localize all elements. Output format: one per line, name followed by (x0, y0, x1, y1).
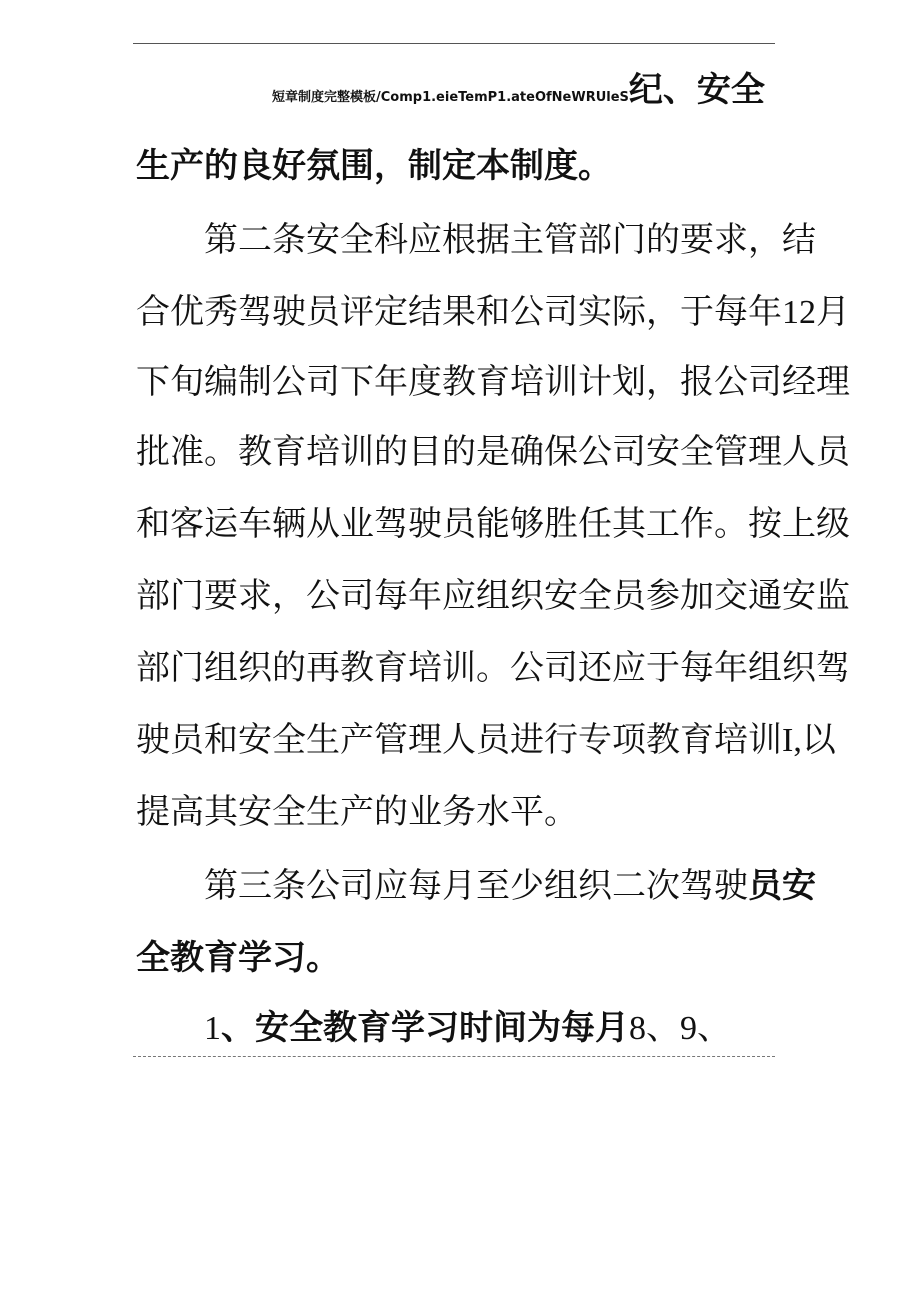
text-line-4: 下旬编制公司下年度教育培训计划，报公司经理 (136, 362, 850, 402)
text-line-10: 提高其安全生产的业务水平。 (136, 792, 578, 832)
text-line-3-c: 月 (816, 292, 850, 332)
text-line-9-c: 以 (801, 720, 836, 760)
text-line-2: 第二条安全科应根据主管部门的要求，结 (204, 220, 816, 260)
text-line-8: 部门组织的再教育培训。公司还应于每年组织驾 (136, 648, 850, 688)
text-line-6: 和客运车辆从业驾驶员能够胜任其工作。按上级 (136, 504, 850, 544)
running-title: 短章制度完整模板/Comp1.eieTemP1.ateOfNeWRUleS (272, 90, 629, 105)
text-line-11-b: 员安 (748, 866, 816, 906)
text-line-9 (136, 718, 836, 763)
text-line-3-num: 12 (782, 294, 816, 331)
text-line-13 (204, 1006, 731, 1051)
text-line-3 (136, 290, 850, 335)
text-line-13-num: 1 (204, 1010, 221, 1047)
text-line-13-b: 、安全教育学习时间为每月 (221, 1008, 629, 1048)
text-line-12: 全教育学习。 (136, 938, 340, 978)
continued-text: 纪、安全 (628, 70, 765, 110)
text-line-3-a: 合优秀驾驶员评定结果和公司实际，于每年 (136, 292, 782, 332)
top-rule (133, 43, 775, 44)
text-line-7: 部门要求，公司每年应组织安全员参加交通安监 (136, 576, 850, 616)
header-line (272, 68, 765, 120)
text-line-11-a: 第三条公司应每月至少组织二次驾驶 (204, 866, 748, 906)
text-line-5: 批准。教育培训的目的是确保公司安全管理人员 (136, 432, 850, 472)
text-line-11 (204, 864, 816, 908)
text-line-1: 生产的良好氛围，制定本制度。 (136, 146, 612, 186)
text-line-9-a: 驶员和安全生产管理人员进行专项教育培训 (136, 720, 782, 760)
text-line-13-c: 8、9、 (629, 1010, 731, 1047)
bottom-rule (133, 1056, 775, 1057)
text-line-9-b: I, (782, 722, 802, 759)
